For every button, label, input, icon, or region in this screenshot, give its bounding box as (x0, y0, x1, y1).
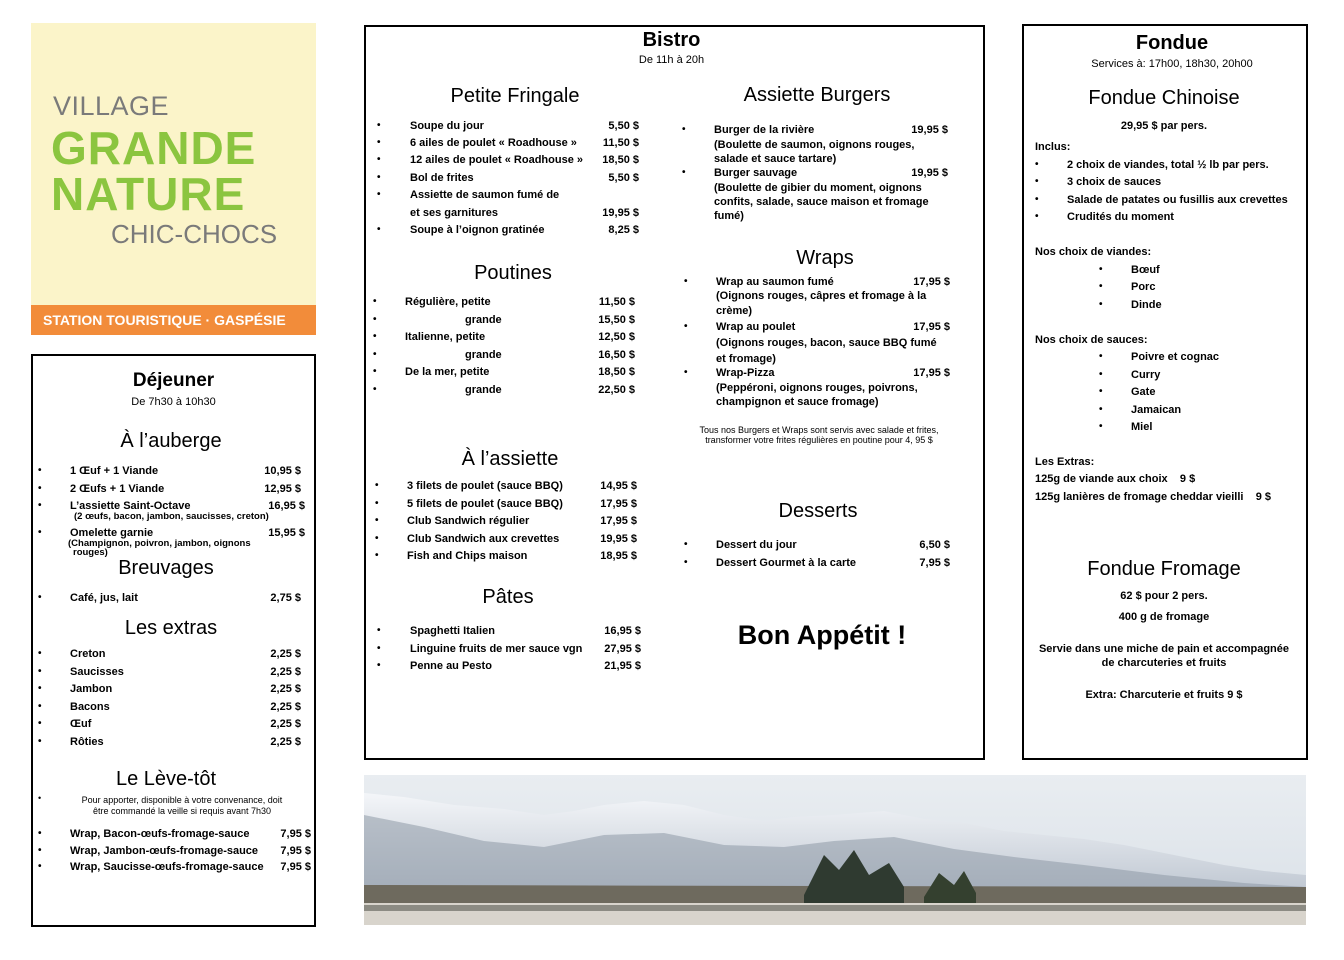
dejeuner-hours: De 7h30 à 10h30 (131, 396, 216, 408)
burgers-title: Assiette Burgers (743, 84, 891, 106)
logo-band (31, 305, 316, 335)
fromage-price: 62 $ pour 2 pers. (1120, 590, 1208, 602)
levetot-note-1: Pour apporter, disponible à votre convenance, doit (81, 795, 283, 805)
extras-title: Les extras (124, 617, 218, 639)
levetot-note-2: être commandé la veille si requis avant 7h30 (92, 806, 272, 816)
fromage-extra: Extra: Charcuterie et fruits 9 $ (1085, 689, 1243, 701)
logo-nature: NATURE (51, 168, 246, 220)
desserts-title: Desserts (778, 500, 858, 522)
chinoise-title: Fondue Chinoise (1088, 87, 1240, 109)
extra-line: 125g de viande aux choix 9 $ (1035, 473, 1196, 485)
wraps-note-2: transformer votre frites régulières en poutine pour 4, 95 $ (705, 435, 933, 445)
mountain-photo (364, 775, 1306, 925)
extra-line: 125g lanières de fromage cheddar vieilli 9 $ (1035, 491, 1271, 503)
bon-appetit: Bon Appétit ! (737, 620, 907, 650)
fringale-title: Petite Fringale (450, 85, 580, 107)
fromage-weight: 400 g de fromage (1118, 611, 1210, 623)
item-detail: (Oignons rouges, bacon, sauce BBQ fumé (716, 337, 937, 349)
fondue-title: Fondue (1135, 32, 1209, 54)
item-detail: (Peppéroni, oignons rouges, poivrons, (716, 382, 918, 394)
extras-label: Les Extras: (1035, 456, 1095, 468)
item-detail: (Boulette de gibier du moment, oignons (714, 182, 922, 194)
item-detail: crème) (716, 305, 753, 317)
item-detail: et fromage) (716, 353, 776, 365)
fromage-desc-1: Servie dans une miche de pain et accompagnée (1038, 643, 1290, 655)
assiette-title: À l’assiette (461, 448, 559, 470)
item-detail: salade et sauce tartare) (714, 153, 837, 165)
viandes-label: Nos choix de viandes: (1035, 246, 1152, 258)
inclus-label: Inclus: (1035, 141, 1071, 153)
item-detail: fumé) (714, 210, 744, 222)
chinoise-price: 29,95 $ par pers. (1120, 120, 1208, 132)
fromage-desc-2: de charcuteries et fruits (1101, 657, 1227, 669)
item-detail: (Boulette de saumon, oignons rouges, (714, 139, 915, 151)
item-detail: (Oignons rouges, câpres et fromage à la (716, 290, 927, 302)
wraps-note-1: Tous nos Burgers et Wraps sont servis avec salade et frites, (699, 425, 939, 435)
bistro-hours: De 11h à 20h (638, 54, 705, 66)
mountain-image (364, 775, 1306, 925)
bullet: • (38, 793, 42, 803)
levetot-title: Le Lève-tôt (115, 768, 217, 790)
item-detail: (Champignon, poivron, jambon, oignons (68, 538, 251, 549)
logo-band-text: STATION TOURISTIQUE · GASPÉSIE (43, 312, 286, 328)
poutines-title: Poutines (474, 262, 552, 284)
item-detail: champignon et sauce fromage) (716, 396, 879, 408)
fromage-title: Fondue Fromage (1087, 558, 1241, 580)
pates-title: Pâtes (482, 586, 534, 608)
sauces-label: Nos choix de sauces: (1035, 334, 1148, 346)
dejeuner-title: Déjeuner (132, 370, 215, 391)
item-detail: confits, salade, sauce maison et fromage (714, 196, 929, 208)
logo-grande: GRANDE (51, 122, 257, 174)
item-detail: (2 œufs, bacon, jambon, saucisses, creton) (74, 511, 269, 522)
logo (31, 23, 316, 335)
fondue-services: Services à: 17h00, 18h30, 20h00 (1091, 58, 1253, 70)
bistro-title: Bistro (642, 29, 701, 51)
auberge-title: À l’auberge (120, 430, 222, 452)
breuvages-title: Breuvages (118, 557, 214, 579)
logo-chic-chocs: CHIC-CHOCS (111, 219, 278, 249)
logo-village: VILLAGE (53, 91, 170, 121)
item-detail: rouges) (73, 547, 108, 558)
wraps-title: Wraps (796, 247, 854, 269)
